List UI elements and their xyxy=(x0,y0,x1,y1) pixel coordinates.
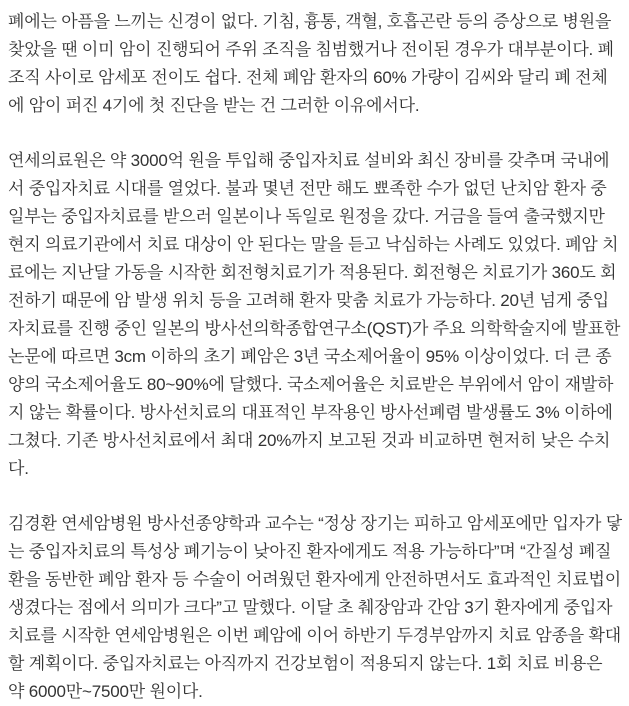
article-paragraph: 폐에는 아픔을 느끼는 신경이 없다. 기침, 흉통, 객혈, 호흡곤란 등의 증상으로 병원을 찾았을 땐 이미 암이 진행되어 주위 조직을 침범했거나 전이된 경우가 대부분이다. 폐 조직 사이로 암세포 전이도 쉽다. 전체 폐암 환자의 60% 가량이 김씨와 달리 폐 전체에 암이 퍼진 4기에 첫 진단을 받는 건 그러한 이유에서다. xyxy=(8,12,614,115)
article-paragraph: 연세의료원은 약 3000억 원을 투입해 중입자치료 설비와 최신 장비를 갖추며 국내에서 중입자치료 시대를 열었다. 불과 몇년 전만 해도 뾰족한 수가 없던 난치암 환자 중 일부는 중입자치료를 받으러 일본이나 독일로 원정을 갔다. 거금을 들여 출국했지만 현지 의료기관에서 치료 대상이 안 된다는 말을 듣고 낙심하는 사례도 있었다. 폐암 치료에는 지난달 가동을 시작한 회전형치료기가 적용된다. 회전형은 치료기가 360도 회전하기 때문에 암 발생 위치 등을 고려해 환자 맞춤 치료가 가능하다. 20년 넘게 중입자치료를 진행 중인 일본의 방사선의학종합연구소(QST)가 주요 의학학술지에 발표한 논문에 따르면 3cm 이하의 초기 폐암은 3년 국소제어율이 95% 이상이었다. 더 큰 종양의 국소제어율도 80~90%에 달했다. 국소제어율은 치료받은 부위에서 암이 재발하지 않는 확률이다. 방사선치료의 대표적인 부작용인 방사선폐렴 발생률도 3% 이하에 그쳤다. 기존 방사선치료에서 최대 20%까지 보고된 것과 비교하면 현저히 낮은 수치다. xyxy=(8,151,621,478)
article-paragraph: 김경환 연세암병원 방사선종양학과 교수는 “정상 장기는 피하고 암세포에만 입자가 닿는 중입자치료의 특성상 폐기능이 낮아진 환자에게도 적용 가능하다”며 “간질성 폐질환을 동반한 폐암 환자 등 수술이 어려웠던 환자에게 안전하면서도 효과적인 치료법이 생겼다는 점에서 의미가 크다”고 말했다. 이달 초 췌장암과 간암 3기 환자에게 중입자치료를 시작한 연세암병원은 이번 폐암에 이어 하반기 두경부암까지 치료 암종을 확대할 계획이다. 중입자치료는 아직까지 건강보험이 적용되지 않는다. 1회 치료 비용은 약 6000만~7500만 원이다. xyxy=(8,514,622,701)
